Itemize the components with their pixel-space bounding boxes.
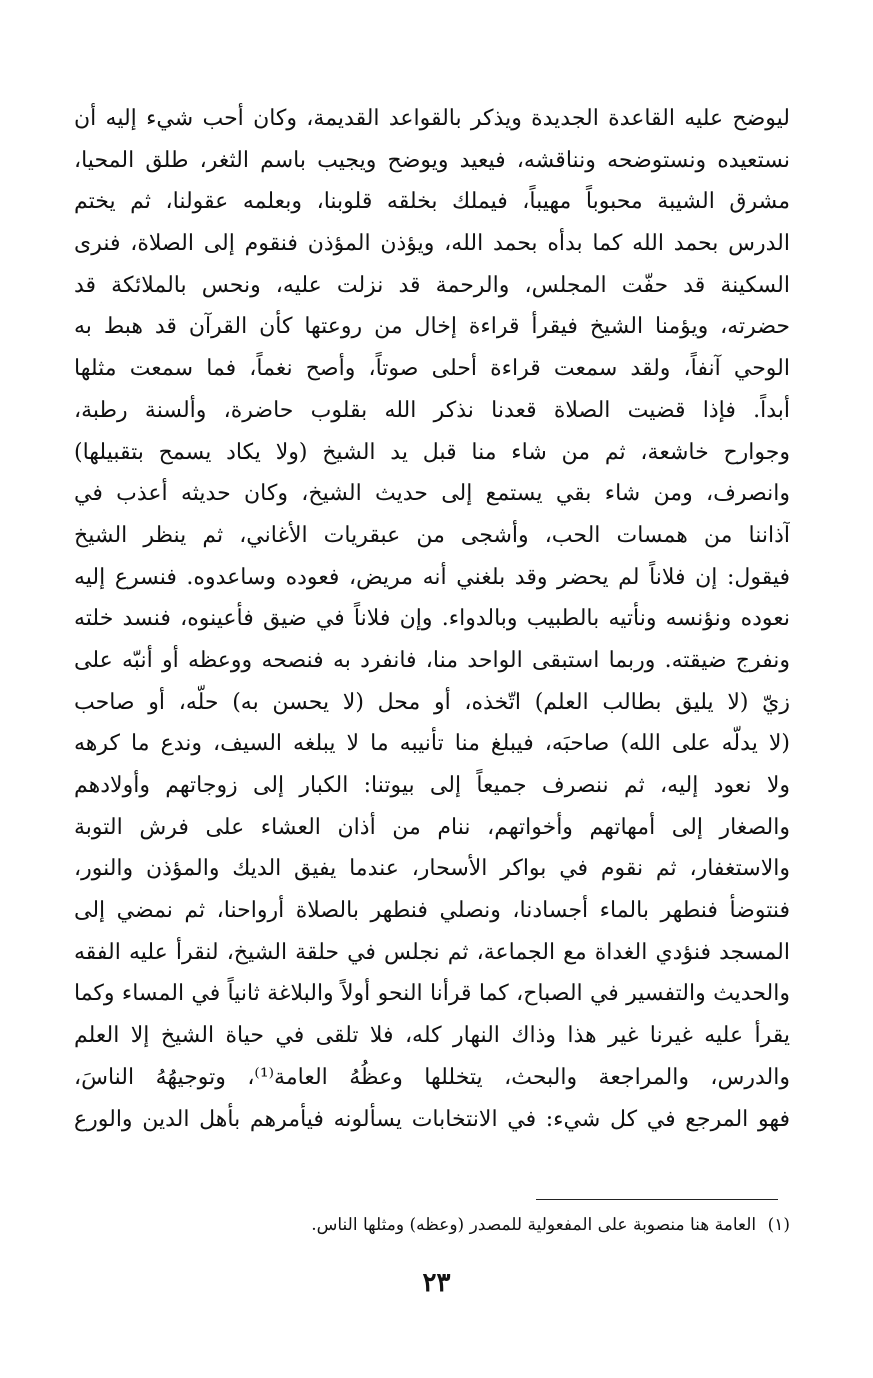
text-line: ولا نعود إليه، ثم ننصرف جميعاً إلى بيوتنا: الكبار إلى زوجاتهم وأولادهم	[74, 773, 790, 798]
page-number: ٢٣	[422, 1268, 451, 1298]
text-line: مشرق الشيبة محبوباً مهيباً، فيملك بخلقه قلوبنا، وبعلمه عقولنا، ثم يختم	[74, 189, 790, 215]
text-line: فنتوضأ فنطهر بالماء أجسادنا، ونصلي فنطهر بالصلاة أرواحنا، ثم نمضي إلى	[74, 898, 790, 924]
text-line: أبداً. فإذا قضيت الصلاة قعدنا نذكر الله بقلوب حاضرة، وألسنة رطبة،	[74, 397, 790, 423]
text-line: آذاننا من همسات الحب، وأشجى من عبقريات الأغاني، ثم ينظر الشيخ	[74, 522, 790, 548]
text-line: الوحي آنفاً، ولقد سمعت قراءة أحلى صوتاً، وأصح نغماً، فما سمعت مثلها	[74, 356, 790, 382]
text-line: نستعيده ونستوضحه ونناقشه، فيعيد ويوضح ويجيب باسم الثغر، طلق المحيا،	[74, 147, 790, 173]
text-line: والصغار إلى أمهاتهم وأخواتهم، ننام من أذان العشاء على فرش التوبة	[74, 814, 790, 840]
footnote-marker: (١)	[767, 1215, 790, 1235]
text-line: والحديث والتفسير في الصباح، كما قرأنا النحو أولاً والبلاغة ثانياً في المساء وكما	[74, 981, 790, 1007]
text-line: حضرته، ويؤمنا الشيخ فيقرأ قراءة إخال من روعتها كأن القرآن قد هبط به	[74, 314, 790, 340]
text-line: المسجد فنؤدي الغداة مع الجماعة، ثم نجلس في حلقة الشيخ، لنقرأ عليه الفقه	[74, 939, 790, 965]
text-line: السكينة قد حفّت المجلس، والرحمة قد نزلت عليه، ونحس بالملائكة قد	[74, 272, 790, 298]
footnote	[150, 1210, 790, 1240]
body-text	[74, 98, 790, 1140]
text-line: ونفرج ضيقته. وربما استبقى الواحد منا، فانفرد به فنصحه ووعظه أو أنبّه على	[74, 647, 790, 673]
text-line: زيّ (لا يليق بطالب العلم) اتّخذه، أو محل (لا يحسن به) حلّه، أو صاحب	[74, 689, 790, 715]
text-line: ليوضح عليه القاعدة الجديدة ويذكر بالقواعد القديمة، وكان أحب شيء إليه أن	[74, 106, 790, 131]
text-line: نعوده ونؤنسه ونأتيه بالطبيب وبالدواء. وإن فلاناً في ضيق فأعينوه، فنسد خلته	[74, 606, 790, 632]
text-line: فيقول: إن فلاناً لم يحضر وقد بلغني أنه مريض، فعوده وساعدوه. فنسرع إليه	[74, 564, 790, 590]
text-line: والدرس، والمراجعة والبحث، يتخللها وعظُهُ العامة⁽¹⁾، وتوجيهُهُ الناسَ،	[74, 1064, 790, 1090]
text-line: (لا يدلّه على الله) صاحبَه، فيبلغ منا تأنيبه ما لا يبلغه السيف، وندع ما كرهه	[74, 731, 790, 757]
footnote-divider	[536, 1199, 778, 1200]
text-line: فهو المرجع في كل شيء: في الانتخابات يسألونه فيأمرهم بأهل الدين والورع	[74, 1106, 790, 1132]
text-line: الدرس بحمد الله كما بدأه بحمد الله، ويؤذن المؤذن فنقوم إلى الصلاة، فنرى	[74, 231, 790, 257]
footnote-text: العامة هنا منصوبة على المفعولية للمصدر (وعظه) ومثلها الناس.	[311, 1215, 757, 1235]
text-line: يقرأ عليه غيرنا غير هذا وذاك النهار كله، فلا تلقى في حياة الشيخ إلا العلم	[74, 1023, 790, 1049]
text-line: والاستغفار، ثم نقوم في بواكر الأسحار، عندما يفيق الديك والمؤذن والنور،	[74, 856, 790, 882]
text-line: وجوارح خاشعة، ثم من شاء منا قبل يد الشيخ (ولا يكاد يسمح بتقبيلها)	[74, 439, 790, 465]
text-line: وانصرف، ومن شاء بقي يستمع إلى حديث الشيخ، وكان حديثه أعذب في	[74, 481, 790, 507]
